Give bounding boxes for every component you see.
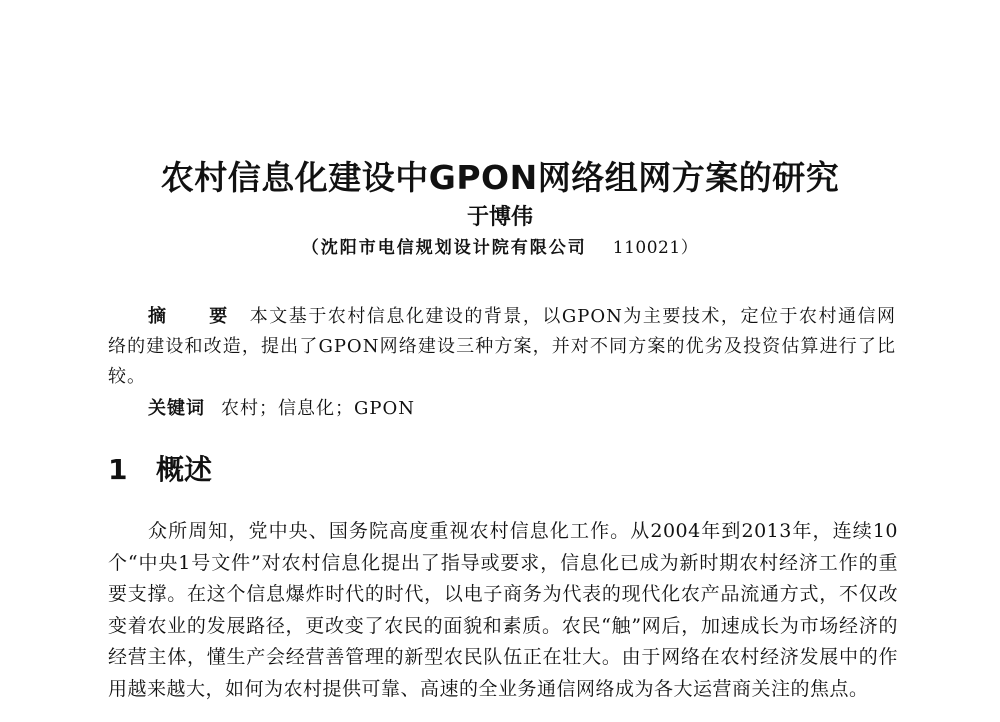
paper-title: 农村信息化建设中GPON网络组网方案的研究 xyxy=(160,158,840,197)
section-number: 1 xyxy=(108,453,128,486)
abstract xyxy=(108,302,896,392)
section-title: 概述 xyxy=(156,453,213,486)
abstract-label: 摘 要 xyxy=(148,306,246,327)
keywords xyxy=(148,394,415,424)
abstract-text: 本文基于农村信息化建设的背景，以GPON为主要技术，定位于农村通信网络的建设和改造，提出了GPON网络建设三种方案，并对不同方案的优劣及投资估算进行了比较。 xyxy=(108,306,896,387)
author-name: 于博伟 xyxy=(466,205,533,230)
affiliation xyxy=(0,236,1000,260)
body-paragraph: 众所周知，党中央、国务院高度重视农村信息化工作。从2004年到2013年，连续10个“中央1号文件”对农村信息化提出了指导或要求，信息化已成为新时期农村经济工作的重要支撑。在这个信息爆炸时代的时代，以电子商务为代表的现代化农产品流通方式，不仅改变着农业的发展路径，更改变了农民的面貌和素质。农民“触”网后，加速成长为市场经济的经营主体，懂生产会经营善管理的新型农民队伍正在壮大。由于网络在农村经济发展中的作用越来越大，如何为农村提供可靠、高速的全业务通信网络成为各大运营商关注的焦点。 xyxy=(108,520,898,700)
section-heading xyxy=(108,452,212,488)
affiliation-zip: 110021） xyxy=(612,238,699,258)
affiliation-org: （沈阳市电信规划设计院有限公司 xyxy=(301,238,587,258)
keywords-text: 农村；信息化；GPON xyxy=(221,398,415,419)
keywords-label: 关键词 xyxy=(148,398,205,419)
